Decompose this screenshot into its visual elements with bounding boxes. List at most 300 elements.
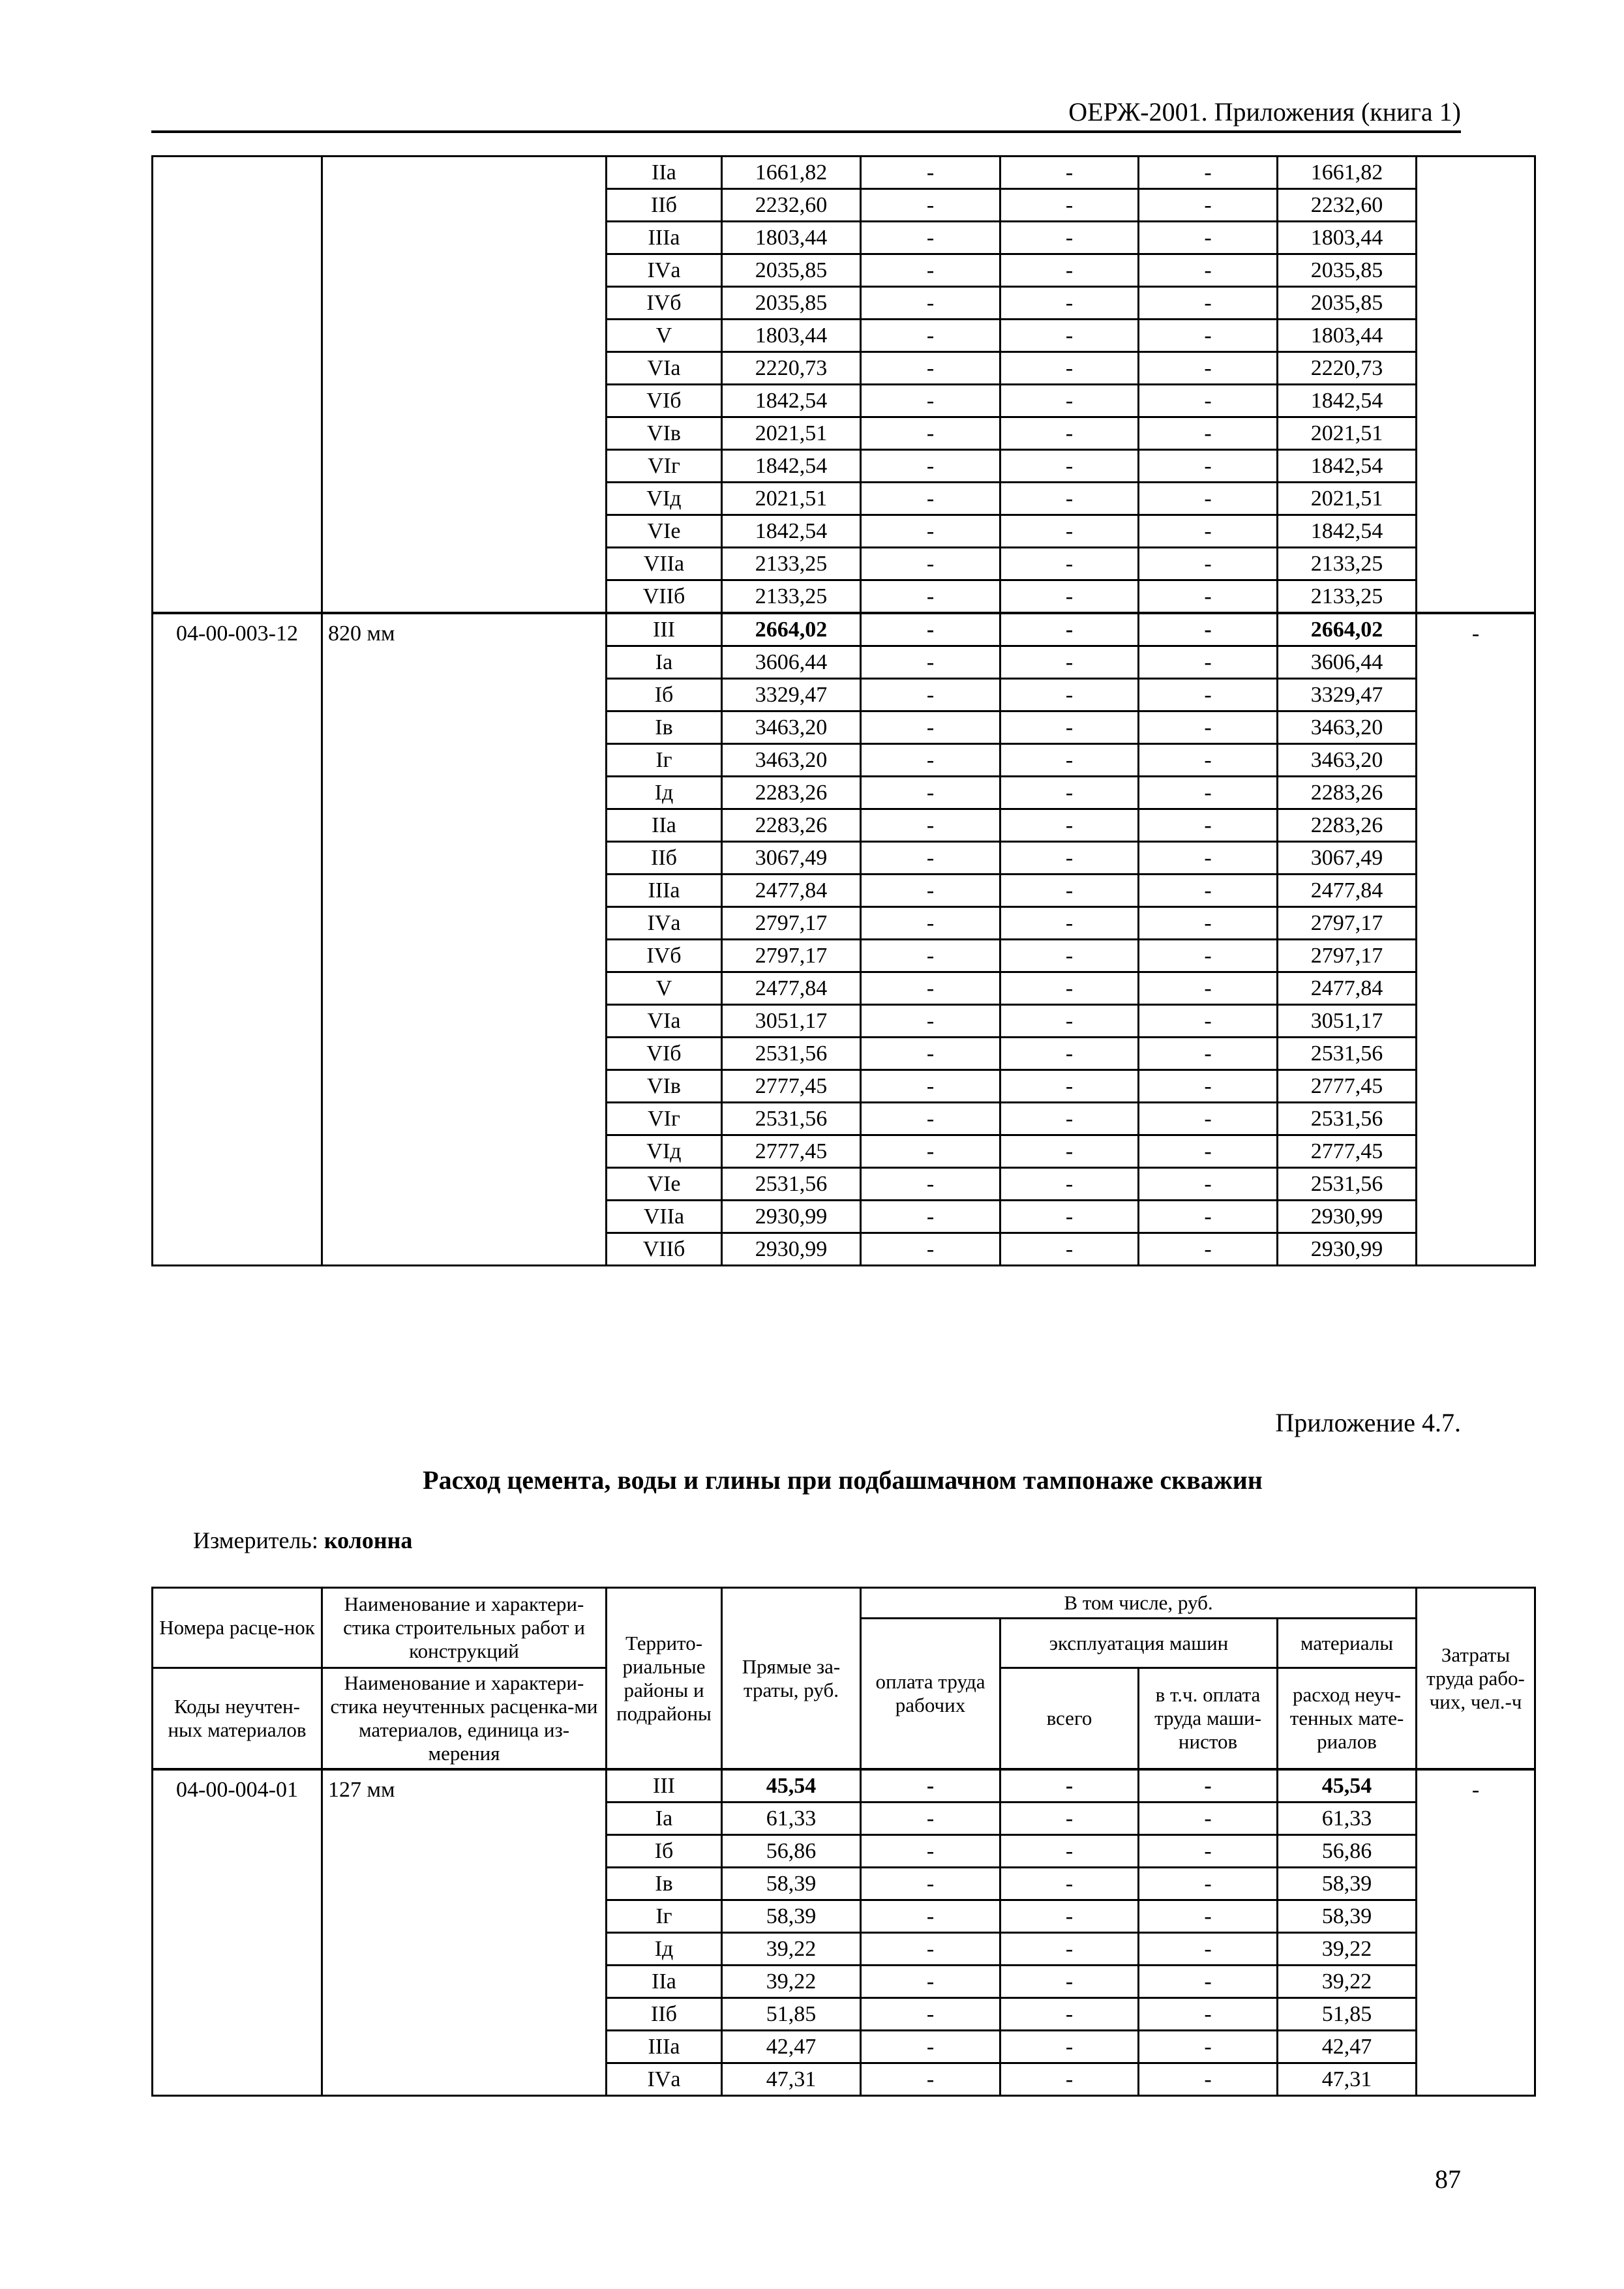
cell-direct: 39,22 — [722, 1966, 861, 1998]
cell-direct: 2477,84 — [722, 972, 861, 1005]
cell-materials: 3067,49 — [1278, 842, 1417, 875]
cell-pay: - — [861, 777, 1000, 809]
cell-pay: - — [861, 907, 1000, 940]
cell-mach-pay: - — [1139, 1005, 1278, 1038]
cell-mach-pay: - — [1139, 450, 1278, 483]
cell-pay: - — [861, 189, 1000, 222]
cell-direct: 3329,47 — [722, 679, 861, 711]
appendix-label: Приложение 4.7. — [1275, 1408, 1461, 1437]
cell-direct: 3606,44 — [722, 646, 861, 679]
cell-materials: 3606,44 — [1278, 646, 1417, 679]
cell-materials: 61,33 — [1278, 1803, 1417, 1835]
cell-mach-pay: - — [1139, 157, 1278, 189]
cell-materials: 2232,60 — [1278, 189, 1417, 222]
cell-direct: 2531,56 — [722, 1038, 861, 1070]
cell-pay: - — [861, 580, 1000, 614]
cell-mach-total: - — [1000, 1868, 1139, 1900]
cell-materials: 42,47 — [1278, 2031, 1417, 2063]
cell-pay: - — [861, 1070, 1000, 1103]
cell-mach-total: - — [1000, 679, 1139, 711]
cell-direct: 1803,44 — [722, 320, 861, 352]
cell-pay: - — [861, 548, 1000, 580]
cell-mach-total: - — [1000, 1005, 1139, 1038]
cell-mach-total: - — [1000, 1168, 1139, 1201]
cell-pay: - — [861, 450, 1000, 483]
cell-materials: 2777,45 — [1278, 1070, 1417, 1103]
cell-mach-total: - — [1000, 809, 1139, 842]
table-row — [153, 613, 1535, 646]
cell-direct: 58,39 — [722, 1868, 861, 1900]
cell-mach-pay: - — [1139, 254, 1278, 287]
cell-pay: - — [861, 875, 1000, 907]
cell-direct: 1842,54 — [722, 515, 861, 548]
cell-mach-pay: - — [1139, 1201, 1278, 1233]
cell-materials: 2797,17 — [1278, 907, 1417, 940]
cell-mach-pay: - — [1139, 2063, 1278, 2096]
cell-mach-pay: - — [1139, 189, 1278, 222]
cell-mach-total: - — [1000, 1900, 1139, 1933]
cell-region: Iг — [607, 744, 722, 777]
table-row — [153, 157, 1535, 189]
cell-region: VIб — [607, 385, 722, 417]
cell-region: IIб — [607, 1998, 722, 2031]
cell-region: VIв — [607, 1070, 722, 1103]
cell-materials: 2035,85 — [1278, 254, 1417, 287]
meter-line — [193, 1526, 412, 1555]
cell-mach-pay: - — [1139, 548, 1278, 580]
cell-region: IVа — [607, 254, 722, 287]
cell-region: VIа — [607, 1005, 722, 1038]
rate-name: 127 мм — [322, 1769, 607, 2096]
cell-region: IVа — [607, 2063, 722, 2096]
cell-mach-pay: - — [1139, 352, 1278, 385]
cell-mach-total: - — [1000, 842, 1139, 875]
cell-pay: - — [861, 711, 1000, 744]
cell-materials: 3051,17 — [1278, 1005, 1417, 1038]
cell-mach-total: - — [1000, 777, 1139, 809]
cell-mach-pay: - — [1139, 385, 1278, 417]
cell-mach-total: - — [1000, 385, 1139, 417]
cell-materials: 1803,44 — [1278, 222, 1417, 254]
cell-direct: 2133,25 — [722, 548, 861, 580]
header-name-materials: Наименование и характери-стика неучтенных расценка-ми материалов, единица из-мерения — [322, 1668, 607, 1770]
cell-materials: 2930,99 — [1278, 1201, 1417, 1233]
cell-direct: 2930,99 — [722, 1201, 861, 1233]
cell-mach-total: - — [1000, 287, 1139, 320]
cell-pay: - — [861, 157, 1000, 189]
cell-materials: 2777,45 — [1278, 1135, 1417, 1168]
cell-mach-total: - — [1000, 352, 1139, 385]
cell-mach-total: - — [1000, 2063, 1139, 2096]
cell-materials: 2133,25 — [1278, 580, 1417, 614]
cell-direct: 2797,17 — [722, 940, 861, 972]
cell-materials: 56,86 — [1278, 1835, 1417, 1868]
cell-materials: 2664,02 — [1278, 613, 1417, 646]
cell-direct: 3463,20 — [722, 711, 861, 744]
cell-pay: - — [861, 483, 1000, 515]
cell-region: VIд — [607, 1135, 722, 1168]
cell-direct: 2477,84 — [722, 875, 861, 907]
labor-cost: - — [1417, 1769, 1535, 2096]
header-materials: материалы — [1278, 1619, 1417, 1668]
cell-materials: 45,54 — [1278, 1769, 1417, 1803]
rates-table-new — [151, 1587, 1536, 2097]
cell-mach-pay: - — [1139, 1103, 1278, 1135]
cell-mach-pay: - — [1139, 972, 1278, 1005]
cell-materials: 1842,54 — [1278, 450, 1417, 483]
cell-direct: 45,54 — [722, 1769, 861, 1803]
cell-materials: 2220,73 — [1278, 352, 1417, 385]
cell-mach-total: - — [1000, 1070, 1139, 1103]
cell-mach-pay: - — [1139, 1868, 1278, 1900]
cell-pay: - — [861, 1998, 1000, 2031]
cell-pay: - — [861, 254, 1000, 287]
cell-mach-pay: - — [1139, 1933, 1278, 1966]
cell-mach-pay: - — [1139, 1233, 1278, 1266]
cell-mach-pay: - — [1139, 483, 1278, 515]
cell-pay: - — [861, 940, 1000, 972]
cell-direct: 1803,44 — [722, 222, 861, 254]
labor-cost — [1417, 157, 1535, 614]
cell-pay: - — [861, 744, 1000, 777]
table-row — [153, 1769, 1535, 1803]
header-unaccounted-materials: расход неуч-тенных мате-риалов — [1278, 1668, 1417, 1770]
cell-mach-total: - — [1000, 1966, 1139, 1998]
cell-pay: - — [861, 417, 1000, 450]
cell-pay: - — [861, 287, 1000, 320]
header-labor: Затраты труда рабо-чих, чел.-ч — [1417, 1588, 1535, 1770]
cell-mach-pay: - — [1139, 1900, 1278, 1933]
cell-region: Iб — [607, 679, 722, 711]
cell-pay: - — [861, 1005, 1000, 1038]
table-body — [153, 157, 1535, 1266]
cell-direct: 2930,99 — [722, 1233, 861, 1266]
cell-materials: 51,85 — [1278, 1998, 1417, 2031]
cell-region: VIг — [607, 450, 722, 483]
cell-mach-total: - — [1000, 1135, 1139, 1168]
cell-mach-total: - — [1000, 875, 1139, 907]
cell-region: Iг — [607, 1900, 722, 1933]
cell-region: IVб — [607, 940, 722, 972]
rate-name — [322, 157, 607, 614]
cell-region: IIб — [607, 842, 722, 875]
cell-direct: 2232,60 — [722, 189, 861, 222]
cell-region: V — [607, 320, 722, 352]
cell-mach-pay: - — [1139, 222, 1278, 254]
cell-mach-pay: - — [1139, 1070, 1278, 1103]
cell-mach-total: - — [1000, 972, 1139, 1005]
cell-pay: - — [861, 972, 1000, 1005]
cell-mach-pay: - — [1139, 1835, 1278, 1868]
cell-materials: 1842,54 — [1278, 515, 1417, 548]
header-worker-pay: оплата труда рабочих — [861, 1619, 1000, 1770]
rates-table-continued — [151, 155, 1536, 1266]
cell-region: VIа — [607, 352, 722, 385]
cell-region: VIг — [607, 1103, 722, 1135]
cell-pay: - — [861, 515, 1000, 548]
cell-mach-pay: - — [1139, 287, 1278, 320]
cell-mach-total: - — [1000, 157, 1139, 189]
cell-mach-total: - — [1000, 548, 1139, 580]
cell-mach-pay: - — [1139, 679, 1278, 711]
cell-materials: 2797,17 — [1278, 940, 1417, 972]
cell-pay: - — [861, 1900, 1000, 1933]
cell-direct: 56,86 — [722, 1835, 861, 1868]
cell-region: VIIа — [607, 1201, 722, 1233]
cell-pay: - — [861, 842, 1000, 875]
header-codes: Номера расце-нок — [153, 1588, 322, 1668]
cell-materials: 3463,20 — [1278, 744, 1417, 777]
cell-mach-pay: - — [1139, 809, 1278, 842]
cell-mach-total: - — [1000, 646, 1139, 679]
cell-mach-pay: - — [1139, 613, 1278, 646]
cell-mach-pay: - — [1139, 1998, 1278, 2031]
cell-mach-pay: - — [1139, 417, 1278, 450]
cell-region: III — [607, 1769, 722, 1803]
cell-mach-total: - — [1000, 711, 1139, 744]
cell-materials: 58,39 — [1278, 1900, 1417, 1933]
cell-mach-total: - — [1000, 613, 1139, 646]
cell-region: VIд — [607, 483, 722, 515]
cell-direct: 2797,17 — [722, 907, 861, 940]
rate-code: 04-00-003-12 — [153, 613, 322, 1266]
cell-region: Iд — [607, 1933, 722, 1966]
cell-mach-pay: - — [1139, 580, 1278, 614]
cell-mach-total: - — [1000, 254, 1139, 287]
cell-pay: - — [861, 1201, 1000, 1233]
cell-materials: 2021,51 — [1278, 483, 1417, 515]
cell-pay: - — [861, 2031, 1000, 2063]
cell-direct: 1842,54 — [722, 450, 861, 483]
cell-materials: 2531,56 — [1278, 1038, 1417, 1070]
cell-direct: 2021,51 — [722, 483, 861, 515]
cell-mach-pay: - — [1139, 1038, 1278, 1070]
cell-materials: 1661,82 — [1278, 157, 1417, 189]
cell-materials: 1803,44 — [1278, 320, 1417, 352]
header-direct-costs: Прямые за-траты, руб. — [722, 1588, 861, 1770]
running-head: ОЕРЖ-2001. Приложения (книга 1) — [1068, 97, 1461, 127]
header-rule — [151, 130, 1461, 133]
table-body — [153, 1769, 1535, 2096]
cell-region: Iа — [607, 1803, 722, 1835]
cell-region: VIIб — [607, 580, 722, 614]
cell-region: VIб — [607, 1038, 722, 1070]
cell-mach-pay: - — [1139, 1769, 1278, 1803]
cell-materials: 3463,20 — [1278, 711, 1417, 744]
cell-direct: 2664,02 — [722, 613, 861, 646]
cell-materials: 2477,84 — [1278, 972, 1417, 1005]
cell-direct: 2531,56 — [722, 1168, 861, 1201]
cell-mach-pay: - — [1139, 320, 1278, 352]
cell-direct: 47,31 — [722, 2063, 861, 2096]
cell-mach-total: - — [1000, 1998, 1139, 2031]
cell-mach-total: - — [1000, 515, 1139, 548]
cell-region: IVа — [607, 907, 722, 940]
cell-region: IIIа — [607, 222, 722, 254]
cell-mach-pay: - — [1139, 907, 1278, 940]
cell-region: VIе — [607, 515, 722, 548]
cell-mach-total: - — [1000, 1835, 1139, 1868]
cell-direct: 2035,85 — [722, 287, 861, 320]
cell-direct: 3067,49 — [722, 842, 861, 875]
table-header — [153, 1588, 1535, 1770]
labor-cost: - — [1417, 613, 1535, 1266]
cell-pay: - — [861, 1769, 1000, 1803]
cell-region: Iв — [607, 1868, 722, 1900]
cell-mach-pay: - — [1139, 515, 1278, 548]
cell-region: IIб — [607, 189, 722, 222]
cell-mach-pay: - — [1139, 777, 1278, 809]
cell-region: Iб — [607, 1835, 722, 1868]
cell-mach-pay: - — [1139, 711, 1278, 744]
cell-mach-total: - — [1000, 1803, 1139, 1835]
cell-region: IIа — [607, 809, 722, 842]
cell-pay: - — [861, 613, 1000, 646]
cell-mach-total: - — [1000, 483, 1139, 515]
header-material-codes: Коды неучтен-ных материалов — [153, 1668, 322, 1770]
cell-mach-pay: - — [1139, 842, 1278, 875]
cell-mach-pay: - — [1139, 1966, 1278, 1998]
cell-materials: 2283,26 — [1278, 777, 1417, 809]
cell-pay: - — [861, 320, 1000, 352]
cell-region: Iа — [607, 646, 722, 679]
meter-value: колонна — [323, 1527, 413, 1553]
header-machines: эксплуатация машин — [1000, 1619, 1278, 1668]
rate-name: 820 мм — [322, 613, 607, 1266]
section-title: Расход цемента, воды и глины при подбашмачном тампонаже скважин — [423, 1465, 1263, 1495]
cell-pay: - — [861, 1835, 1000, 1868]
cell-direct: 2531,56 — [722, 1103, 861, 1135]
cell-mach-total: - — [1000, 1769, 1139, 1803]
cell-pay: - — [861, 2063, 1000, 2096]
cell-region: IIа — [607, 1966, 722, 1998]
cell-direct: 2777,45 — [722, 1135, 861, 1168]
rate-code — [153, 157, 322, 614]
meter-label: Измеритель: — [193, 1527, 318, 1553]
cell-pay: - — [861, 809, 1000, 842]
header-machines-total: всего — [1000, 1668, 1139, 1770]
cell-region: VIе — [607, 1168, 722, 1201]
cell-materials: 2283,26 — [1278, 809, 1417, 842]
cell-mach-pay: - — [1139, 875, 1278, 907]
cell-mach-total: - — [1000, 940, 1139, 972]
cell-pay: - — [861, 1868, 1000, 1900]
cell-mach-total: - — [1000, 1201, 1139, 1233]
cell-pay: - — [861, 352, 1000, 385]
cell-direct: 61,33 — [722, 1803, 861, 1835]
cell-region: IVб — [607, 287, 722, 320]
cell-mach-total: - — [1000, 1103, 1139, 1135]
cell-mach-total: - — [1000, 189, 1139, 222]
header-machinist-pay: в т.ч. оплата труда маши-нистов — [1139, 1668, 1278, 1770]
cell-materials: 58,39 — [1278, 1868, 1417, 1900]
cell-mach-total: - — [1000, 907, 1139, 940]
cell-region: V — [607, 972, 722, 1005]
cell-mach-total: - — [1000, 2031, 1139, 2063]
cell-direct: 2021,51 — [722, 417, 861, 450]
cell-pay: - — [861, 1038, 1000, 1070]
cell-direct: 2220,73 — [722, 352, 861, 385]
rate-code: 04-00-004-01 — [153, 1769, 322, 2096]
cell-region: III — [607, 613, 722, 646]
cell-mach-total: - — [1000, 450, 1139, 483]
cell-materials: 2021,51 — [1278, 417, 1417, 450]
cell-mach-total: - — [1000, 1933, 1139, 1966]
cell-direct: 3463,20 — [722, 744, 861, 777]
cell-materials: 1842,54 — [1278, 385, 1417, 417]
cell-direct: 51,85 — [722, 1998, 861, 2031]
cell-mach-pay: - — [1139, 1168, 1278, 1201]
cell-region: Iв — [607, 711, 722, 744]
cell-direct: 1661,82 — [722, 157, 861, 189]
cell-mach-pay: - — [1139, 1803, 1278, 1835]
cell-region: IIIа — [607, 2031, 722, 2063]
cell-pay: - — [861, 222, 1000, 254]
cell-materials: 2531,56 — [1278, 1103, 1417, 1135]
cell-materials: 2531,56 — [1278, 1168, 1417, 1201]
cell-mach-total: - — [1000, 744, 1139, 777]
cell-materials: 3329,47 — [1278, 679, 1417, 711]
cell-direct: 2777,45 — [722, 1070, 861, 1103]
cell-mach-pay: - — [1139, 940, 1278, 972]
cell-pay: - — [861, 1135, 1000, 1168]
cell-pay: - — [861, 1966, 1000, 1998]
cell-direct: 39,22 — [722, 1933, 861, 1966]
cell-mach-total: - — [1000, 580, 1139, 614]
cell-materials: 39,22 — [1278, 1933, 1417, 1966]
cell-pay: - — [861, 1103, 1000, 1135]
cell-pay: - — [861, 1168, 1000, 1201]
cell-pay: - — [861, 1233, 1000, 1266]
cell-direct: 2283,26 — [722, 777, 861, 809]
cell-materials: 39,22 — [1278, 1966, 1417, 1998]
cell-region: Iд — [607, 777, 722, 809]
cell-mach-total: - — [1000, 222, 1139, 254]
cell-materials: 47,31 — [1278, 2063, 1417, 2096]
cell-materials: 2035,85 — [1278, 287, 1417, 320]
cell-region: VIIа — [607, 548, 722, 580]
cell-mach-pay: - — [1139, 1135, 1278, 1168]
cell-materials: 2930,99 — [1278, 1233, 1417, 1266]
cell-mach-pay: - — [1139, 744, 1278, 777]
cell-pay: - — [861, 679, 1000, 711]
header-including: В том числе, руб. — [861, 1588, 1417, 1619]
cell-pay: - — [861, 1803, 1000, 1835]
cell-direct: 1842,54 — [722, 385, 861, 417]
page-number: 87 — [1435, 2164, 1461, 2194]
cell-direct: 2283,26 — [722, 809, 861, 842]
cell-mach-pay: - — [1139, 2031, 1278, 2063]
cell-mach-total: - — [1000, 1233, 1139, 1266]
cell-region: VIв — [607, 417, 722, 450]
cell-pay: - — [861, 1933, 1000, 1966]
cell-pay: - — [861, 646, 1000, 679]
cell-materials: 2477,84 — [1278, 875, 1417, 907]
cell-mach-total: - — [1000, 417, 1139, 450]
cell-mach-total: - — [1000, 320, 1139, 352]
cell-direct: 2133,25 — [722, 580, 861, 614]
cell-mach-pay: - — [1139, 646, 1278, 679]
cell-mach-total: - — [1000, 1038, 1139, 1070]
cell-pay: - — [861, 385, 1000, 417]
header-regions: Террито-риальные районы и подрайоны — [607, 1588, 722, 1770]
cell-region: IIа — [607, 157, 722, 189]
cell-direct: 58,39 — [722, 1900, 861, 1933]
cell-direct: 3051,17 — [722, 1005, 861, 1038]
cell-direct: 42,47 — [722, 2031, 861, 2063]
cell-direct: 2035,85 — [722, 254, 861, 287]
cell-region: VIIб — [607, 1233, 722, 1266]
